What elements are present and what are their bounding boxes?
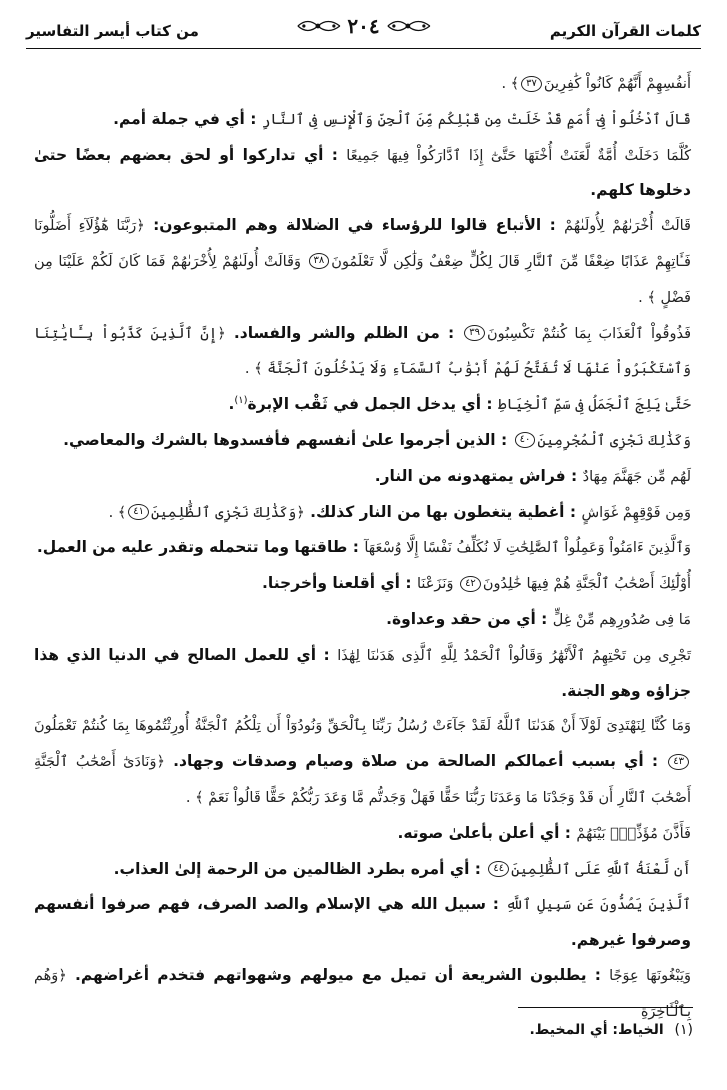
paragraph bbox=[34, 316, 691, 388]
quran-text: ﴿وَنَادَىٰٓ أَصْحَٰبُ ٱلْجَنَّةِ أَصْحَٰبَ ٱلنَّارِ أَن قَدْ وَجَدْنَا مَا وَعَدَنَا رَبُّنَا حَقًّا فَهَلْ وَجَدتُّم مَّا وَعَدَ رَبُّكُمْ حَقًّا قَالُواْ نَعَمْ bbox=[34, 754, 691, 806]
footnote bbox=[529, 1022, 693, 1038]
explanation-text: : أي أقلعنا وأخرجنا. bbox=[262, 574, 417, 593]
quran-text: أُوْلَٰٓئِكَ أَصْحَٰبُ ٱلْجَنَّةِ هُمْ فِيهَا خَٰلِدُونَ bbox=[482, 576, 691, 593]
explanation-text: : سبيل الله هي الإسلام والصد الصرف، فهم صرفوا أنفسهم وصرفوا غيرهم. bbox=[34, 895, 691, 950]
paragraph bbox=[34, 852, 691, 888]
paragraph bbox=[34, 423, 691, 459]
quran-text: أَنفُسِهِمْ أَنَّهُمْ كَانُواْ كَٰفِرِينَ bbox=[543, 76, 691, 92]
footnote-text: الخياط: أي المخيط. bbox=[529, 1022, 664, 1038]
header-divider bbox=[26, 48, 701, 49]
explanation-text: : أي من حقد وعداوة. bbox=[386, 609, 553, 628]
ayah-number: ٣٧ bbox=[521, 76, 542, 92]
bracket-mark: ﴾ . bbox=[638, 289, 661, 306]
quran-text: ﴿إِنَّ ٱلَّذِينَ كَذَّبُواْ بِـَٔايَٰتِنَا وَٱسْتَكْبَرُواْ عَنْهَا لَا تُفَتَّحُ لَهُمْ أَبْوَٰبُ ٱلسَّمَآءِ وَلَا يَدْخُلُونَ ٱلْجَنَّةَ bbox=[34, 325, 691, 378]
quran-text: ﴿وَكَذَٰلِكَ نَجْزِى ٱلظَّٰلِمِينَ bbox=[151, 504, 305, 521]
bracket-mark: ﴾ . bbox=[501, 76, 520, 92]
quran-text: وَيَبْغُونَهَا عِوَجًا bbox=[609, 967, 692, 984]
ayah-number: ٤٢ bbox=[460, 576, 481, 592]
page-number-ornament bbox=[295, 14, 431, 38]
right-ornament-icon bbox=[386, 15, 432, 37]
paragraph bbox=[34, 887, 691, 958]
explanation-text: . bbox=[228, 395, 235, 414]
footnote-number: (١) bbox=[674, 1022, 693, 1038]
paragraph bbox=[34, 387, 691, 423]
explanation-text: : أي أعلن بأعلىٰ صوته. bbox=[397, 823, 577, 842]
ayah-number: ٣٨ bbox=[309, 253, 330, 269]
explanation-text: : أي في جملة أمم. bbox=[113, 109, 262, 128]
ayah-number: ٤١ bbox=[128, 504, 149, 520]
explanation-text: : فراش يمتهدونه من النار. bbox=[374, 466, 583, 485]
explanation-text: : أي للعمل الصالح في الدنيا الذي هذا جزاؤه وهو الجنة. bbox=[34, 645, 691, 700]
paragraph bbox=[34, 708, 691, 815]
quran-text: وَقَالَتْ أُولَىٰهُمْ لِأُخْرَىٰهُمْ فَمَا كَانَ لَكُمْ عَلَيْنَا مِن فَضْلٍ bbox=[34, 253, 691, 306]
bracket-mark: ﴾ . bbox=[185, 789, 209, 806]
explanation-text: : يطلبون الشريعة أن تميل مع ميولهم وشهواتهم فتخدم أغراضهم. bbox=[66, 965, 610, 984]
page-header bbox=[26, 14, 701, 54]
paragraph bbox=[34, 66, 691, 102]
quran-text: كُلَّمَا دَخَلَتْ أُمَّةٌ لَّعَنَتْ أُخْتَهَا حَتَّىٰٓ إِذَا ٱدَّارَكُواْ فِيهَا جَمِيعًا bbox=[346, 147, 691, 164]
left-ornament-icon bbox=[295, 15, 341, 37]
explanation-text: : طاقتها وما تتحمله وتقدر عليه من العمل. bbox=[36, 538, 365, 557]
source-book-title: من كتاب أيسر التفاسير bbox=[26, 22, 199, 40]
explanation-text: : من الظلم والشر والفساد. bbox=[225, 323, 463, 342]
paragraph bbox=[34, 208, 691, 315]
quran-text: فَذُوقُواْ ٱلْعَذَابَ بِمَا كُنتُمْ تَكْسِبُونَ bbox=[487, 325, 692, 342]
page-number: ٢٠٤ bbox=[347, 14, 380, 38]
ayah-number: ٤٤ bbox=[488, 861, 509, 877]
ayah-number: ٤٠ bbox=[515, 432, 536, 448]
quran-text: وَمَا كُنَّا لِنَهْتَدِىَ لَوْلَآ أَنْ هَدَىٰنَا ٱللَّهُ لَقَدْ جَآءَتْ رُسُلُ رَبِّنَا بِٱلْحَقِّ وَنُودُوٓاْ أَن تِلْكُمُ ٱلْجَنَّةُ أُورِثْتُمُوهَا بِمَا كُنتُمْ تَعْمَلُونَ bbox=[34, 718, 691, 735]
paragraph bbox=[34, 566, 691, 602]
quran-text: وَكَذَٰلِكَ نَجْزِى ٱلْمُجْرِمِينَ bbox=[537, 432, 691, 449]
footnote-ref: (١) bbox=[234, 395, 248, 407]
ayah-number: ٤٣ bbox=[668, 754, 689, 770]
paragraph bbox=[34, 638, 691, 709]
quran-text: مَا فِى صُدُورِهِم مِّنْ غِلٍّ bbox=[552, 611, 691, 628]
quran-text: لَهُم مِّن جَهَنَّمَ مِهَادٌ bbox=[582, 468, 691, 485]
paragraph bbox=[34, 102, 691, 138]
quran-text: وَنَزَعْنَا bbox=[416, 576, 459, 593]
paragraph bbox=[34, 816, 691, 852]
paragraph bbox=[34, 958, 691, 1030]
bracket-mark: ﴾ . bbox=[108, 504, 127, 521]
explanation-text: : أي أمره بطرد الظالمين من الرحمة إلىٰ العذاب. bbox=[113, 859, 487, 878]
paragraph bbox=[34, 530, 691, 566]
paragraph bbox=[34, 138, 691, 209]
quran-text: قَالَتْ أُخْرَىٰهُمْ لِأُولَىٰهُمْ bbox=[564, 218, 691, 235]
explanation-text: : أي تداركوا أو لحق بعضهم بعضًا حتىٰ دخلوها كلهم. bbox=[34, 145, 691, 200]
quran-text: ﴿وَهُم بِٱلْـَٔاخِرَةِ bbox=[34, 967, 691, 1020]
explanation-text: : الأتباع قالوا للرؤساء في الضلالة وهم المتبوعون: bbox=[144, 216, 565, 235]
commentary-body bbox=[34, 66, 691, 1030]
paragraph bbox=[34, 495, 691, 531]
quran-text: فَأَذَّنَ مُؤَذِّنٌۢ بَيْنَهُمْ bbox=[576, 825, 691, 842]
paragraph bbox=[34, 459, 691, 495]
explanation-text: : الذين أجرموا علىٰ أنفسهم فأفسدوها بالشرك والمعاصي. bbox=[63, 430, 513, 449]
paragraph bbox=[34, 602, 691, 638]
quran-text: حَتَّىٰ يَلِجَ ٱلْجَمَلُ فِى سَمِّ ٱلْخِيَاطِ bbox=[498, 397, 691, 414]
explanation-text: : أي يدخل الجمل في ثَقْب الإبرة bbox=[247, 395, 499, 414]
quran-text: تَجْرِى مِن تَحْتِهِمُ ٱلْأَنْهَٰرُ وَقَالُواْ ٱلْحَمْدُ لِلَّهِ ٱلَّذِى هَدَىٰنَا لِهَٰذَا bbox=[337, 647, 691, 664]
quran-text: وَٱلَّذِينَ ءَامَنُواْ وَعَمِلُواْ ٱلصَّٰلِحَٰتِ لَا نُكَلِّفُ نَفْسًا إِلَّا وُسْعَهَآ bbox=[364, 540, 691, 557]
quran-text: قَالَ ٱدْخُلُواْ فِىٓ أُمَمٍ قَدْ خَلَتْ مِن قَبْلِكُم مِّنَ ٱلْجِنِّ وَٱلْإِنسِ فِى ٱلنَّارِ bbox=[261, 111, 691, 128]
bracket-mark: ﴾ . bbox=[244, 361, 268, 378]
quran-text: وَمِن فَوْقِهِمْ غَوَاشٍ bbox=[581, 504, 691, 521]
footnote-divider bbox=[518, 1007, 693, 1008]
quran-text: أَن لَّعْنَةُ ٱللَّهِ عَلَى ٱلظَّٰلِمِينَ bbox=[511, 861, 691, 878]
quran-text: ٱلَّذِينَ يَصُدُّونَ عَن سَبِيلِ ٱللَّهِ bbox=[505, 897, 691, 914]
explanation-text: : أي بسبب أعمالكم الصالحة من صلاة وصيام وصدقات وجهاد. bbox=[164, 752, 667, 771]
quran-text: ﴿رَبَّنَا هَٰٓؤُلَآءِ أَضَلُّونَا فَـَٔاتِهِمْ عَذَابًا ضِعْفًا مِّنَ ٱلنَّارِ قَالَ لِكُلٍّ ضِعْفٌ وَلَٰكِن لَّا تَعْلَمُونَ bbox=[34, 218, 691, 270]
explanation-text: : أغطية يتغطون بها من النار كذلك. bbox=[304, 502, 582, 521]
ayah-number: ٣٩ bbox=[464, 325, 485, 341]
book-title: كلمات القرآن الكريم bbox=[549, 22, 701, 40]
